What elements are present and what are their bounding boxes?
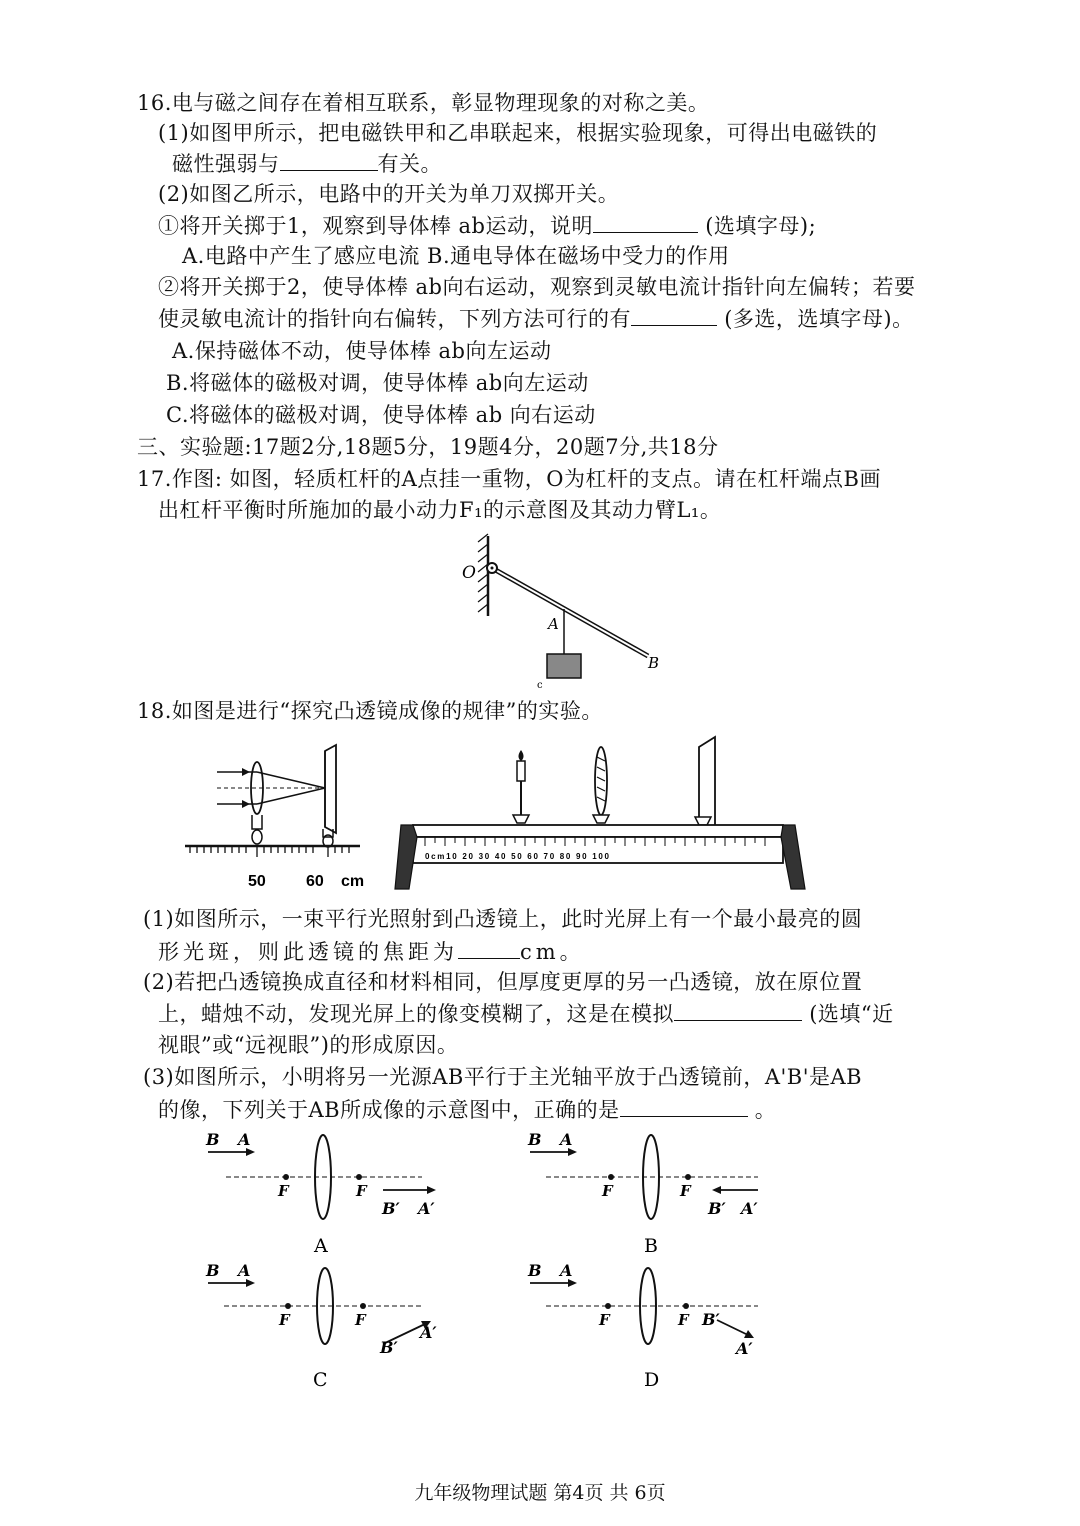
label-B-prime: B′ [702, 1310, 720, 1329]
q18-part1-line1: (1)如图所示，一束平行光照射到凸透镜上，此时光屏上有一个最小最亮的圆 [143, 907, 863, 931]
tick-60: 60 [306, 873, 324, 890]
q16-part2: (2)如图乙所示，电路中的开关为单刀双掷开关。 [158, 182, 620, 206]
label-F-right: F [356, 1182, 367, 1200]
label-B-prime: B′ [382, 1199, 400, 1218]
section-3-heading: 三、实验题:17题2分,18题5分，19题4分，20题7分,共18分 [137, 435, 719, 459]
q18-part2-line3: 视眼”或“远视眼”)的形成原因。 [158, 1033, 459, 1057]
page-footer: 九年级物理试题 第4页 共 6页 [414, 1482, 666, 1504]
option-label: C [313, 1369, 328, 1391]
label-B: B [206, 1130, 220, 1149]
label-A: A [560, 1130, 573, 1149]
label-A-prime: A′ [418, 1199, 435, 1218]
q16-part1-line2: 磁性强弱与 有关。 [172, 148, 442, 179]
label-B: B [206, 1261, 220, 1280]
answer-blank[interactable] [593, 210, 698, 233]
answer-blank[interactable] [280, 148, 378, 171]
label-c: c [537, 680, 543, 691]
answer-blank[interactable] [458, 936, 520, 959]
label-B: B [648, 654, 660, 672]
label-O: O [462, 563, 476, 583]
option-label: A [314, 1235, 328, 1257]
answer-blank[interactable] [631, 303, 717, 326]
label-B: B [528, 1130, 542, 1149]
answer-blank[interactable] [620, 1094, 748, 1117]
label-A: A [238, 1130, 251, 1149]
optical-bench-figure [395, 733, 815, 893]
q18-part2-line1: (2)若把凸透镜换成直径和材料相同，但厚度更厚的另一凸透镜，放在原位置 [143, 970, 863, 994]
q18-part2-line2: 上，蜡烛不动，发现光屏上的像变模糊了，这是在模拟 (选填“近 [158, 998, 894, 1029]
q18-stem: 18.如图是进行“探究凸透镜成像的规律”的实验。 [137, 699, 603, 723]
q16-sub2-line2: 使灵敏电流计的指针向右偏转，下列方法可行的有 (多选，选填字母)。 [158, 303, 914, 334]
option-b-diagram[interactable] [522, 1128, 772, 1258]
label-A-prime: A′ [420, 1323, 437, 1342]
option-c-diagram[interactable] [200, 1258, 440, 1390]
lever-figure [440, 528, 700, 691]
label-F-right: F [680, 1182, 691, 1200]
label-F-right: F [678, 1311, 689, 1329]
label-F-left: F [599, 1311, 610, 1329]
tick-50: 50 [248, 873, 266, 890]
bench-scale: 0cm10 20 30 40 50 60 70 80 90 100 [425, 852, 609, 861]
q16-option-b: B.将磁体的磁极对调，使导体棒 ab向左运动 [166, 371, 589, 395]
option-label: D [644, 1369, 660, 1391]
option-a-diagram[interactable] [200, 1128, 440, 1258]
q18-part3-line2: 的像，下列关于AB所成像的示意图中，正确的是 。 [158, 1094, 776, 1125]
q16-option-a: A.保持磁体不动，使导体棒 ab向左运动 [172, 339, 552, 363]
q18-part1-line2: 形光斑，则此透镜的焦距为 cm。 [158, 936, 585, 967]
label-F-right: F [355, 1311, 366, 1329]
label-F-left: F [279, 1311, 290, 1329]
weight-block [547, 654, 581, 678]
focal-length-figure [180, 745, 370, 895]
label-B: B [528, 1261, 542, 1280]
label-F-left: F [278, 1182, 289, 1200]
label-A: A [548, 615, 559, 633]
answer-blank[interactable] [674, 998, 802, 1021]
label-A-prime: A′ [736, 1339, 753, 1358]
unit-cm: cm [341, 873, 365, 890]
q16-stem: 16.电与磁之间存在着相互联系，彰显物理现象的对称之美。 [137, 91, 710, 115]
label-A-prime: A′ [741, 1199, 758, 1218]
q16-sub1-options: A.电路中产生了感应电流 B.通电导体在磁场中受力的作用 [182, 244, 730, 268]
q16-sub2-line1: ②将开关掷于2，使导体棒 ab向右运动，观察到灵敏电流计指针向左偏转；若要 [158, 275, 916, 299]
label-F-left: F [602, 1182, 613, 1200]
option-d-diagram[interactable] [522, 1258, 772, 1390]
q18-part3-line1: (3)如图所示，小明将另一光源AB平行于主光轴平放于凸透镜前，A'B'是AB [143, 1065, 863, 1089]
q16-part1-line1: (1)如图甲所示，把电磁铁甲和乙串联起来，根据实验现象，可得出电磁铁的 [158, 121, 878, 145]
q16-option-c: C.将磁体的磁极对调，使导体棒 ab 向右运动 [166, 403, 596, 427]
q16-sub1: ①将开关掷于1，观察到导体棒 ab运动，说明 (选填字母); [158, 210, 816, 241]
label-B-prime: B′ [708, 1199, 726, 1218]
q17-line1: 17.作图: 如图，轻质杠杆的A点挂一重物，O为杠杆的支点。请在杠杆端点B画 [137, 467, 881, 491]
label-A: A [238, 1261, 251, 1280]
q17-line2: 出杠杆平衡时所施加的最小动力F₁的示意图及其动力臂L₁。 [158, 498, 722, 522]
label-A: A [560, 1261, 573, 1280]
label-B-prime: B′ [380, 1338, 398, 1357]
option-label: B [644, 1235, 658, 1257]
